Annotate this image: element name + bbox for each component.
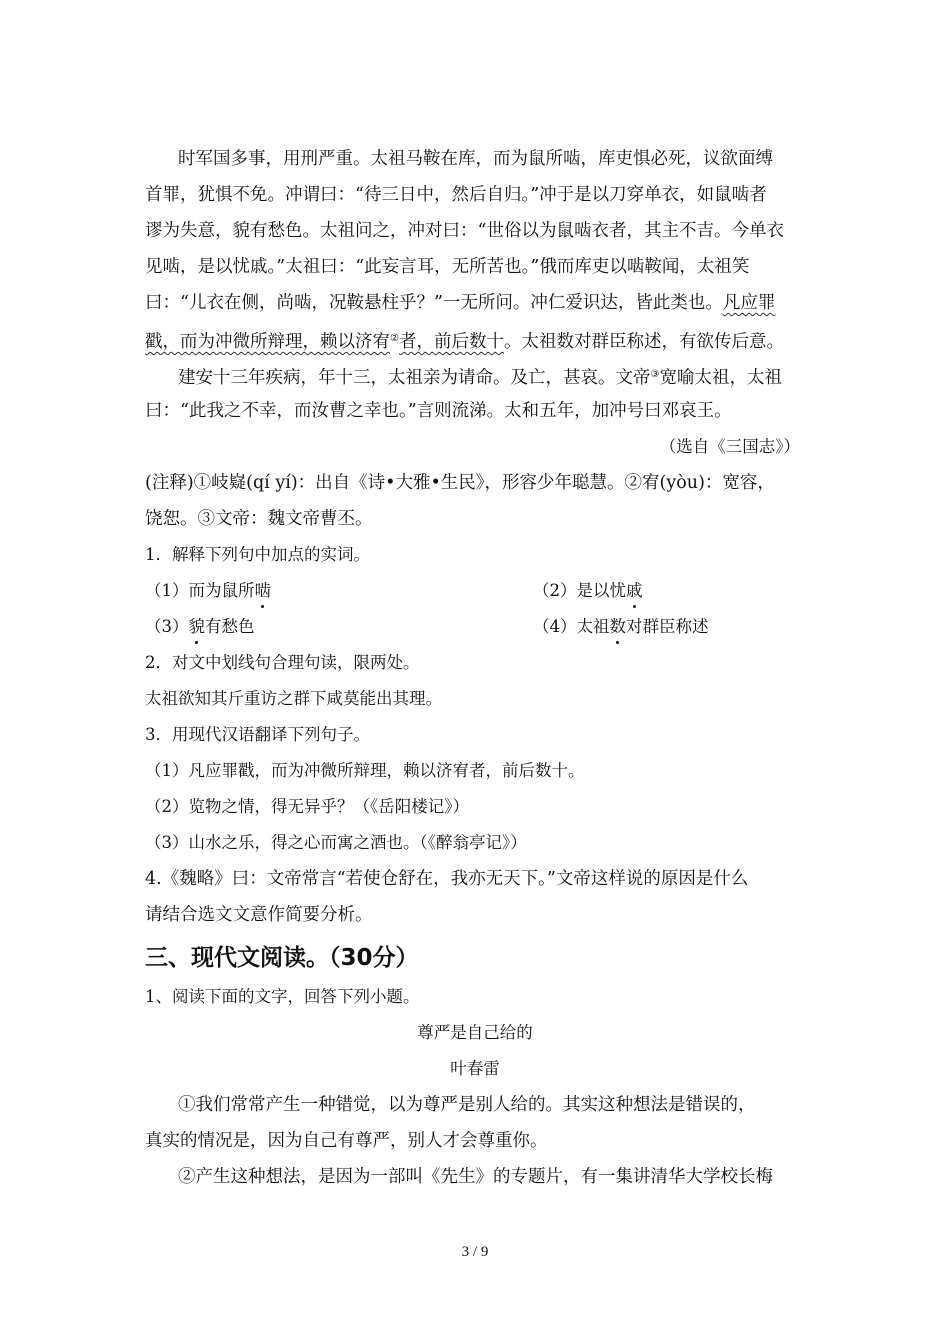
dotted-word: 数 <box>610 615 627 639</box>
footnote-marker: ③ <box>650 369 660 380</box>
item-text: 对群臣称述 <box>626 617 709 636</box>
dotted-word: 啮 <box>255 579 272 603</box>
question-title: 4.《魏略》曰：文帝常言“若使仓舒在，我亦无天下。”文帝这样说的原因是什么 <box>145 869 749 889</box>
section-intro: 1、阅读下面的文字，回答下列小题。 <box>145 987 420 1006</box>
question-item: （1）凡应罪戳，而为冲微所辩理，赖以济宥者，前后数十。 <box>145 761 585 780</box>
article-author: 叶春雷 <box>450 1059 500 1078</box>
question-title: 1．解释下列句中加点的实词。 <box>145 545 370 564</box>
question-text: 太祖欲知其斤重访之群下咸莫能出其理。 <box>145 689 442 708</box>
question-item: （3）山水之乐，得之心而寓之酒也。（《醉翁亭记》） <box>145 833 527 852</box>
item-text: （1）而为鼠所 <box>145 581 255 600</box>
question-item-row <box>145 615 815 639</box>
passage-line <box>178 363 818 390</box>
page-number: 3 / 9 <box>461 1244 489 1260</box>
passage-source: （选自《三国志》） <box>659 437 800 456</box>
passage-line: 见啮，是以忧戚。”太祖曰：“此妄言耳，无所苦也。”俄而库吏以啮鞍闻，太祖笑 <box>145 257 750 277</box>
passage-line <box>145 291 815 315</box>
footnote-marker: ② <box>390 333 399 344</box>
passage-line: 首罪，犹惧不免。冲谓曰：“待三日中，然后自归。”冲于是以刀穿单衣，如鼠啮者 <box>145 185 767 205</box>
underlined-sentence: 者，前后数十 <box>398 332 504 352</box>
question-item-c <box>145 617 255 636</box>
question-item-b <box>533 579 643 603</box>
question-title: 3．用现代汉语翻译下列句子。 <box>145 725 370 744</box>
passage-text: 曰：“儿衣在侧，尚啮，况鞍悬柱乎？”一无所问。冲仁爱识达，皆此类也。 <box>145 293 723 313</box>
section-heading: 三、现代文阅读。（30分） <box>145 945 419 971</box>
passage-text: 建安十三年疾病，年十三，太祖亲为请命。及亡，甚哀。文帝 <box>178 368 651 388</box>
question-title: 2．对文中划线句合理句读，限两处。 <box>145 653 420 672</box>
article-line: ②产生这种想法，是因为一部叫《先生》的专题片，有一集讲清华大学校长梅 <box>178 1167 773 1187</box>
item-text: 有愁色 <box>205 617 255 636</box>
annotation-line: (注释)①岐嶷(qí yí)：出自《诗•大雅•生民》，形容少年聪慧。②宥(yòu)：宽容， <box>145 473 775 493</box>
passage-line <box>145 327 815 354</box>
dotted-word: 貌 <box>189 615 206 639</box>
question-item-d <box>533 615 709 639</box>
item-text: （3） <box>145 617 189 636</box>
question-item-row <box>145 579 815 603</box>
article-title: 尊严是自己给的 <box>417 1023 533 1042</box>
item-text: （4）太祖 <box>533 617 610 636</box>
passage-line: 曰：“此我之不幸，而汝曹之幸也。”言则流涕。太和五年，加冲号曰邓哀王。 <box>145 401 732 421</box>
underlined-sentence: 凡应罪 <box>722 293 776 313</box>
item-text: （2）是以忧 <box>533 581 626 600</box>
article-line: 真实的情况是，因为自己有尊严，别人才会尊重你。 <box>145 1131 548 1151</box>
passage-text: 。太祖数对群臣称述，有欲传后意。 <box>503 332 784 352</box>
question-title: 请结合选文文意作简要分析。 <box>145 905 373 925</box>
article-line: ①我们常常产生一种错觉，以为尊严是别人给的。其实这种想法是错误的， <box>178 1095 756 1115</box>
passage-line: 时军国多事，用刑严重。太祖马鞍在库，而为鼠所啮，库吏惧必死，议欲面缚 <box>178 149 773 169</box>
question-item: （2）览物之情，得无异乎？（《岳阳楼记》） <box>145 797 469 816</box>
question-item-a <box>145 581 271 600</box>
passage-line: 谬为失意，貌有愁色。太祖问之，冲对曰：“世俗以为鼠啮衣者，其主不吉。今单衣 <box>145 221 784 241</box>
passage-text: 宽喻太祖，太祖 <box>659 368 782 388</box>
dotted-word: 戚 <box>626 579 643 603</box>
underlined-sentence: 戳，而为冲微所辩理，赖以济宥 <box>145 332 390 352</box>
annotation-line: 饶恕。③文帝：魏文帝曹丕。 <box>145 509 373 529</box>
